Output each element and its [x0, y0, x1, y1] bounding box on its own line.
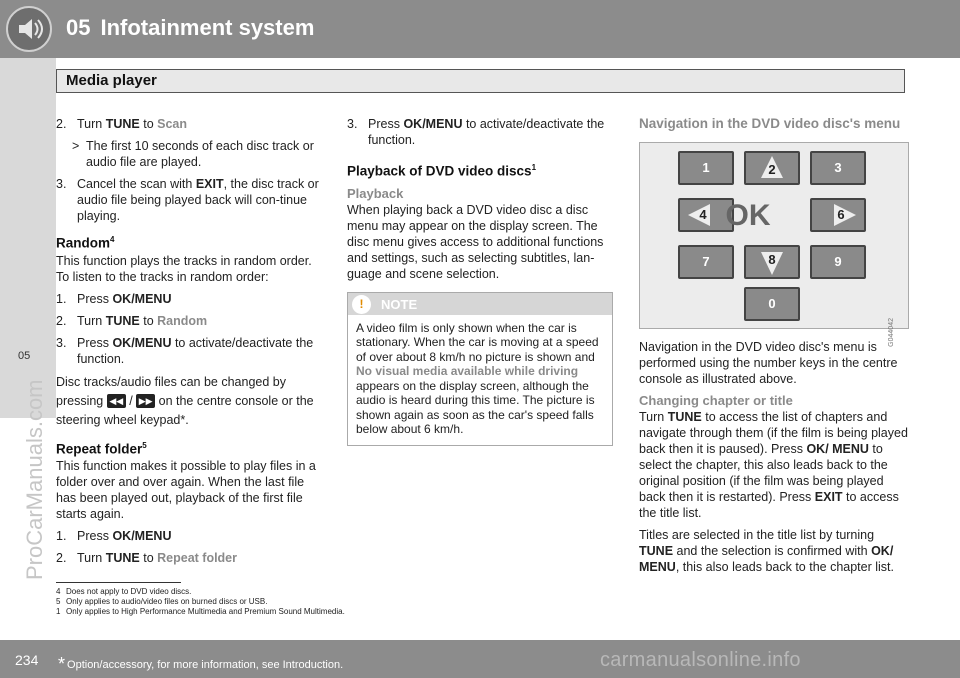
- text-run: Press: [77, 335, 113, 350]
- key-6: [810, 198, 866, 232]
- key-9: [810, 245, 866, 279]
- text-run: Titles are selected in the title list by turning: [639, 528, 875, 542]
- footnote-number: 5: [56, 597, 61, 606]
- changing-chapter-heading: Changing chapter or title: [639, 393, 793, 408]
- step-2-result: [72, 138, 322, 170]
- footnote-text: Does not apply to DVD video discs.: [66, 587, 192, 596]
- key-label: 1: [702, 160, 710, 175]
- page-number: 234: [15, 652, 39, 668]
- figure-id: G044042: [888, 318, 895, 347]
- watermark-carmanualsonline: carmanualsonline.info: [600, 649, 801, 671]
- footnote-text: Only applies to High Performance Multimedia and Premium Sound Multimedia.: [66, 607, 345, 616]
- section-title-bar: [56, 69, 905, 93]
- footnote-ref: 1: [531, 163, 537, 172]
- tune-keyword: TUNE: [105, 551, 140, 565]
- text-run: Turn: [639, 410, 668, 424]
- random-step-1: [56, 291, 322, 307]
- text-run: to access the title list.: [639, 490, 899, 520]
- text-run: to activate/deactivate the function.: [368, 117, 605, 147]
- step-number: 3.: [347, 117, 358, 131]
- footnote-ref: 5: [142, 440, 147, 450]
- random-step-3-cont: [347, 116, 613, 148]
- text-run: Disc tracks/audio files can be changed by: [56, 374, 286, 389]
- menu-option-scan: Scan: [157, 117, 188, 131]
- title-selection-text: [639, 527, 909, 575]
- repeat-step-2: [56, 550, 322, 566]
- key-2: [744, 151, 800, 185]
- display-message: No visual media available while driving: [356, 364, 579, 378]
- key-7: [678, 245, 734, 279]
- playback-subheading: Playback: [347, 185, 404, 201]
- chapter-name: Infotainment system: [100, 15, 315, 40]
- step-text: [77, 176, 322, 224]
- text-run: Turn: [77, 313, 106, 328]
- column-2: [347, 116, 613, 446]
- key-label: 0: [768, 296, 776, 311]
- chapter-number: 05: [66, 15, 91, 40]
- heading-text: Playback of DVD video discs: [347, 163, 532, 179]
- random-intro: This function plays the tracks in random order. To listen to the tracks in random order:: [56, 253, 312, 284]
- repeat-folder-intro: This function makes it possible to play files in a folder over and over again. When the last file has been played out, playback of the first file starts again.: [56, 459, 316, 521]
- key-label: 7: [702, 254, 710, 269]
- asterisk: *: [58, 654, 66, 674]
- disc-change-paragraph: [56, 373, 322, 430]
- skip-back-icon: ◀◀: [107, 394, 126, 408]
- exclamation-icon: !: [352, 295, 371, 314]
- text-run: Press: [77, 529, 113, 543]
- key-0: [744, 287, 800, 321]
- text-run: Turn: [77, 551, 106, 565]
- footnote-ref: 4: [110, 235, 115, 244]
- speaker-icon: [0, 0, 58, 58]
- step-text: [77, 550, 237, 566]
- footnotes: [56, 587, 345, 617]
- keypad-illustration: [639, 142, 909, 347]
- text-run: to: [139, 313, 158, 328]
- step-number: 2.: [56, 313, 67, 328]
- footnote-number: 1: [56, 607, 61, 616]
- footnote: [56, 607, 345, 617]
- footnote: [56, 587, 345, 597]
- key-label: 3: [834, 160, 842, 175]
- text-run: /: [125, 393, 137, 408]
- key-label: 4: [699, 207, 707, 222]
- heading-text: Random: [56, 235, 110, 251]
- ok-menu-keyword: OK/MENU: [403, 117, 463, 131]
- changing-chapter-text: [639, 409, 909, 521]
- step-text: [77, 291, 171, 307]
- step-text: [77, 528, 171, 544]
- key-label: 6: [837, 207, 845, 222]
- exit-keyword: EXIT: [814, 490, 843, 504]
- ok-menu-keyword: OK/MENU: [112, 335, 172, 350]
- footnote: [56, 597, 345, 607]
- text-run: Turn: [77, 117, 106, 131]
- step-number: 1.: [56, 529, 67, 543]
- footnote-rule: [56, 582, 181, 583]
- section-title: Media player: [66, 72, 157, 89]
- column-3: [639, 116, 909, 581]
- random-step-2: [56, 313, 322, 329]
- dvd-menu-navigation-heading: Navigation in the DVD video disc's menu: [639, 116, 901, 131]
- text-run: to activate/deactivate the function.: [77, 335, 314, 366]
- note-header: [348, 293, 612, 315]
- step-3-cancel: [56, 176, 322, 224]
- text-run: , this also leads back to the chapter list.: [675, 560, 894, 574]
- ok-menu-keyword: OK/MENU: [112, 291, 172, 306]
- tune-keyword: TUNE: [639, 544, 674, 558]
- key-3: [810, 151, 866, 185]
- repeat-step-1: [56, 528, 322, 544]
- text-run: appears on the display screen, although the audio is heard during this time. The picture is shown again as soon as the car's speed falls below about 6 km/h.: [356, 378, 595, 436]
- menu-option-random: Random: [157, 313, 208, 328]
- text-run: A video film is only shown when the car is stationary. When the car is moving at a speed of over about 8 km/h no picture is shown and: [356, 320, 599, 364]
- result-text: The first 10 seconds of each disc track or audio file are played.: [86, 139, 314, 169]
- key-label: 2: [768, 162, 776, 177]
- text-run: pressing: [56, 393, 107, 408]
- tune-keyword: TUNE: [105, 313, 140, 328]
- random-step-3: [56, 335, 322, 367]
- text-run: on the centre console or the steering wheel keypad*.: [56, 393, 314, 427]
- random-heading: [56, 232, 322, 252]
- step-text: [77, 313, 207, 329]
- footnote-text: Only applies to audio/video files on burned discs or USB.: [66, 597, 268, 606]
- text-run: to access the list of chapters and navigate through them (if the film is being played back then it is paused). Press: [639, 410, 908, 456]
- text-run: to: [139, 117, 158, 131]
- key-label: 8: [768, 252, 776, 267]
- ok-button-label: OK: [725, 199, 771, 232]
- tune-keyword: TUNE: [667, 410, 702, 424]
- column-1: [56, 116, 322, 572]
- footnote-number: 4: [56, 587, 61, 596]
- ok-menu-keyword: OK/MENU: [112, 529, 172, 543]
- dvd-playback-heading: [347, 160, 613, 180]
- step-number: 3.: [56, 177, 67, 191]
- repeat-folder-heading: [56, 438, 322, 458]
- heading-text: Repeat folder: [56, 441, 143, 456]
- exit-keyword: EXIT: [195, 177, 224, 191]
- note-box: [347, 292, 613, 446]
- side-chapter-tab: [0, 58, 56, 418]
- step-text: [368, 116, 613, 148]
- step-number: 2.: [56, 117, 67, 131]
- result-marker: >: [72, 139, 80, 153]
- text-run: , the disc track or audio file being played back will con-tinue playing.: [77, 177, 319, 223]
- key-8: [744, 245, 800, 279]
- side-tab-number: 05: [18, 350, 31, 362]
- text-run: and the selection is confirmed with: [673, 544, 872, 558]
- note-label: NOTE: [381, 296, 418, 312]
- top-header-bar: [0, 0, 960, 58]
- note-body: [348, 315, 612, 445]
- footer-note: [58, 654, 343, 675]
- step-number: 3.: [56, 335, 67, 350]
- ok-menu-keyword: OK/ MENU: [806, 442, 869, 456]
- text-run: Cancel the scan with: [77, 177, 196, 191]
- text-run: to select the chapter, this also leads back to the original position (if the film was being played back then it is restarted). Press: [639, 442, 888, 504]
- key-1: [678, 151, 734, 185]
- step-number: 2.: [56, 551, 67, 565]
- navigation-text: Navigation in the DVD video disc's menu is performed using the number keys in the centre console as illustrated above.: [639, 340, 898, 386]
- key-label: 9: [834, 254, 842, 269]
- skip-forward-icon: ▶▶: [136, 394, 155, 408]
- playback-text: When playing back a DVD video disc a disc menu may appear on the display screen. The disc menu gives access to additional functions and settings, such as selecting subtitles, lan-guage and scene selection.: [347, 202, 604, 281]
- menu-option-repeat-folder: Repeat folder: [157, 551, 238, 565]
- text-run: Press: [77, 291, 113, 306]
- step-number: 1.: [56, 291, 67, 306]
- chapter-title: [66, 15, 314, 41]
- footer-text: Option/accessory, for more information, see Introduction.: [67, 659, 344, 671]
- watermark-procarmanuals: ProCarManuals.com: [22, 379, 47, 580]
- tune-keyword: TUNE: [105, 117, 140, 131]
- step-text: [77, 335, 322, 367]
- ok-menu-keyword: OK/ MENU: [639, 544, 894, 574]
- step-text: [77, 116, 187, 132]
- text-run: to: [139, 551, 158, 565]
- text-run: Press: [368, 117, 404, 131]
- step-2-scan: [56, 116, 322, 132]
